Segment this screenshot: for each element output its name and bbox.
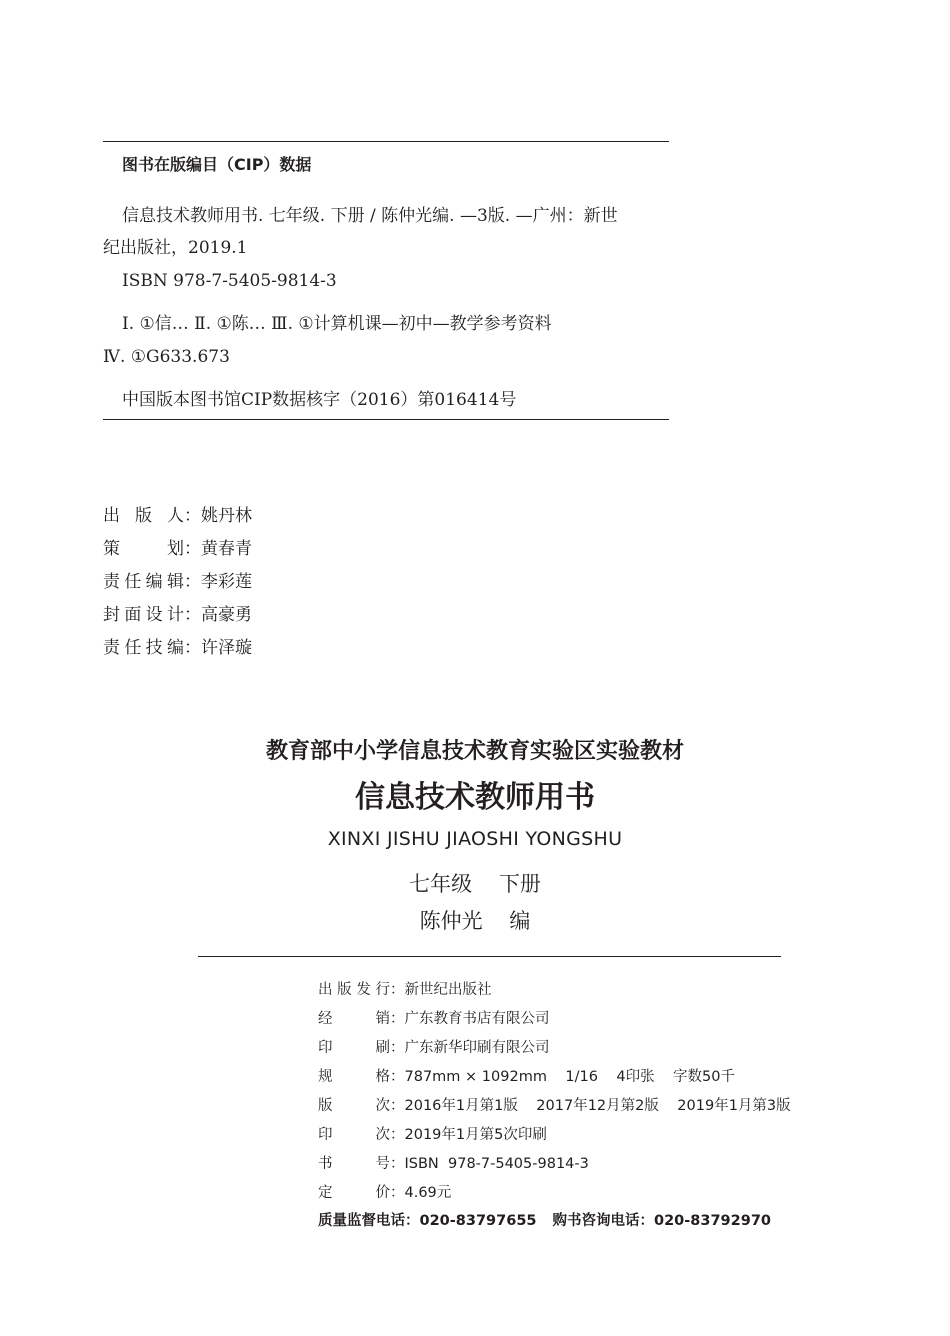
publication-rule: [198, 956, 781, 957]
pub-label: 定价: [318, 1185, 390, 1201]
pub-row-printing: [318, 1121, 791, 1150]
pub-row-price: [318, 1179, 791, 1208]
pub-label: 书号: [318, 1156, 390, 1172]
pub-colon: ：: [390, 1069, 405, 1085]
credit-label: 出版人: [103, 506, 184, 526]
pub-value: ISBN 978-7-5405-9814-3: [404, 1156, 589, 1172]
book-title: 信息技术教师用书: [355, 780, 595, 815]
credit-row-planner: [103, 533, 252, 566]
cip-line-isbn: ISBN 978-7-5405-9814-3: [122, 271, 337, 291]
pub-row-format: [318, 1063, 791, 1092]
credit-label: 责任技编: [103, 638, 184, 658]
credit-row-publisher: [103, 500, 252, 533]
grade-volume: 七年级 下册: [409, 872, 541, 896]
pub-row-seller: [318, 1005, 791, 1034]
credit-colon: ：: [184, 638, 201, 658]
credit-row-editor: [103, 566, 252, 599]
cip-line-clc-number: Ⅳ. ①G633.673: [103, 347, 230, 367]
pub-label: 印次: [318, 1127, 390, 1143]
series-title: 教育部中小学信息技术教育实验区实验教材: [265, 739, 684, 764]
credits-list: [103, 500, 252, 665]
pub-colon: ：: [390, 1185, 405, 1201]
pub-label: 出版发行: [318, 982, 390, 998]
pub-row-distributor: [318, 976, 791, 1005]
cip-line-title: 信息技术教师用书. 七年级. 下册 / 陈仲光编. —3版. —广州：新世: [122, 206, 618, 226]
credit-value: 姚丹林: [201, 506, 252, 526]
pub-value: 787mm × 1092mm 1/16 4印张 字数50千: [404, 1069, 735, 1085]
credit-colon: ：: [184, 605, 201, 625]
publication-info: [318, 976, 791, 1208]
credit-row-tech-editor: [103, 632, 252, 665]
purchase-hotline: 购书咨询电话：020-83792970: [552, 1213, 771, 1229]
pub-value: 4.69元: [404, 1185, 452, 1201]
pub-label: 版次: [318, 1098, 390, 1114]
pub-label: 印刷: [318, 1040, 390, 1056]
credit-value: 高豪勇: [201, 605, 252, 625]
pub-value: 2016年1月第1版 2017年12月第2版 2019年1月第3版: [404, 1098, 791, 1114]
pub-row-isbn: [318, 1150, 791, 1179]
pub-value: 2019年1月第5次印刷: [404, 1127, 547, 1143]
credit-colon: ：: [184, 572, 201, 592]
cip-heading: 图书在版编目（CIP）数据: [122, 155, 312, 174]
credit-label: 策划: [103, 539, 184, 559]
cip-line-classification: Ⅰ. ①信… Ⅱ. ①陈… Ⅲ. ①计算机课—初中—教学参考资料: [122, 314, 552, 334]
pub-row-edition: [318, 1092, 791, 1121]
credit-value: 李彩莲: [201, 572, 252, 592]
pub-colon: ：: [390, 982, 405, 998]
pub-value: 广东新华印刷有限公司: [404, 1040, 550, 1056]
pub-label: 经销: [318, 1011, 390, 1027]
cip-bottom-rule: [103, 419, 669, 420]
credit-row-cover-designer: [103, 599, 252, 632]
book-title-pinyin: XINXI JISHU JIAOSHI YONGSHU: [327, 828, 623, 850]
pub-value: 新世纪出版社: [404, 982, 492, 998]
pub-value: 广东教育书店有限公司: [404, 1011, 550, 1027]
pub-colon: ：: [390, 1011, 405, 1027]
cip-line-record-number: 中国版本图书馆CIP数据核字（2016）第016414号: [122, 390, 517, 410]
pub-row-printer: [318, 1034, 791, 1063]
credit-label: 封面设计: [103, 605, 184, 625]
credit-colon: ：: [184, 539, 201, 559]
pub-colon: ：: [390, 1040, 405, 1056]
pub-label: 规格: [318, 1069, 390, 1085]
cip-line-publisher: 纪出版社，2019.1: [103, 238, 248, 258]
credit-value: 许泽璇: [201, 638, 252, 658]
pub-colon: ：: [390, 1098, 405, 1114]
pub-colon: ：: [390, 1156, 405, 1172]
hotline-line: [318, 1209, 771, 1233]
credit-value: 黄春青: [201, 539, 252, 559]
pub-colon: ：: [390, 1127, 405, 1143]
editor-line: 陈仲光 编: [419, 909, 531, 933]
cip-top-rule: [103, 141, 669, 142]
quality-hotline: 质量监督电话：020-83797655: [318, 1213, 537, 1229]
credit-colon: ：: [184, 506, 201, 526]
credit-label: 责任编辑: [103, 572, 184, 592]
